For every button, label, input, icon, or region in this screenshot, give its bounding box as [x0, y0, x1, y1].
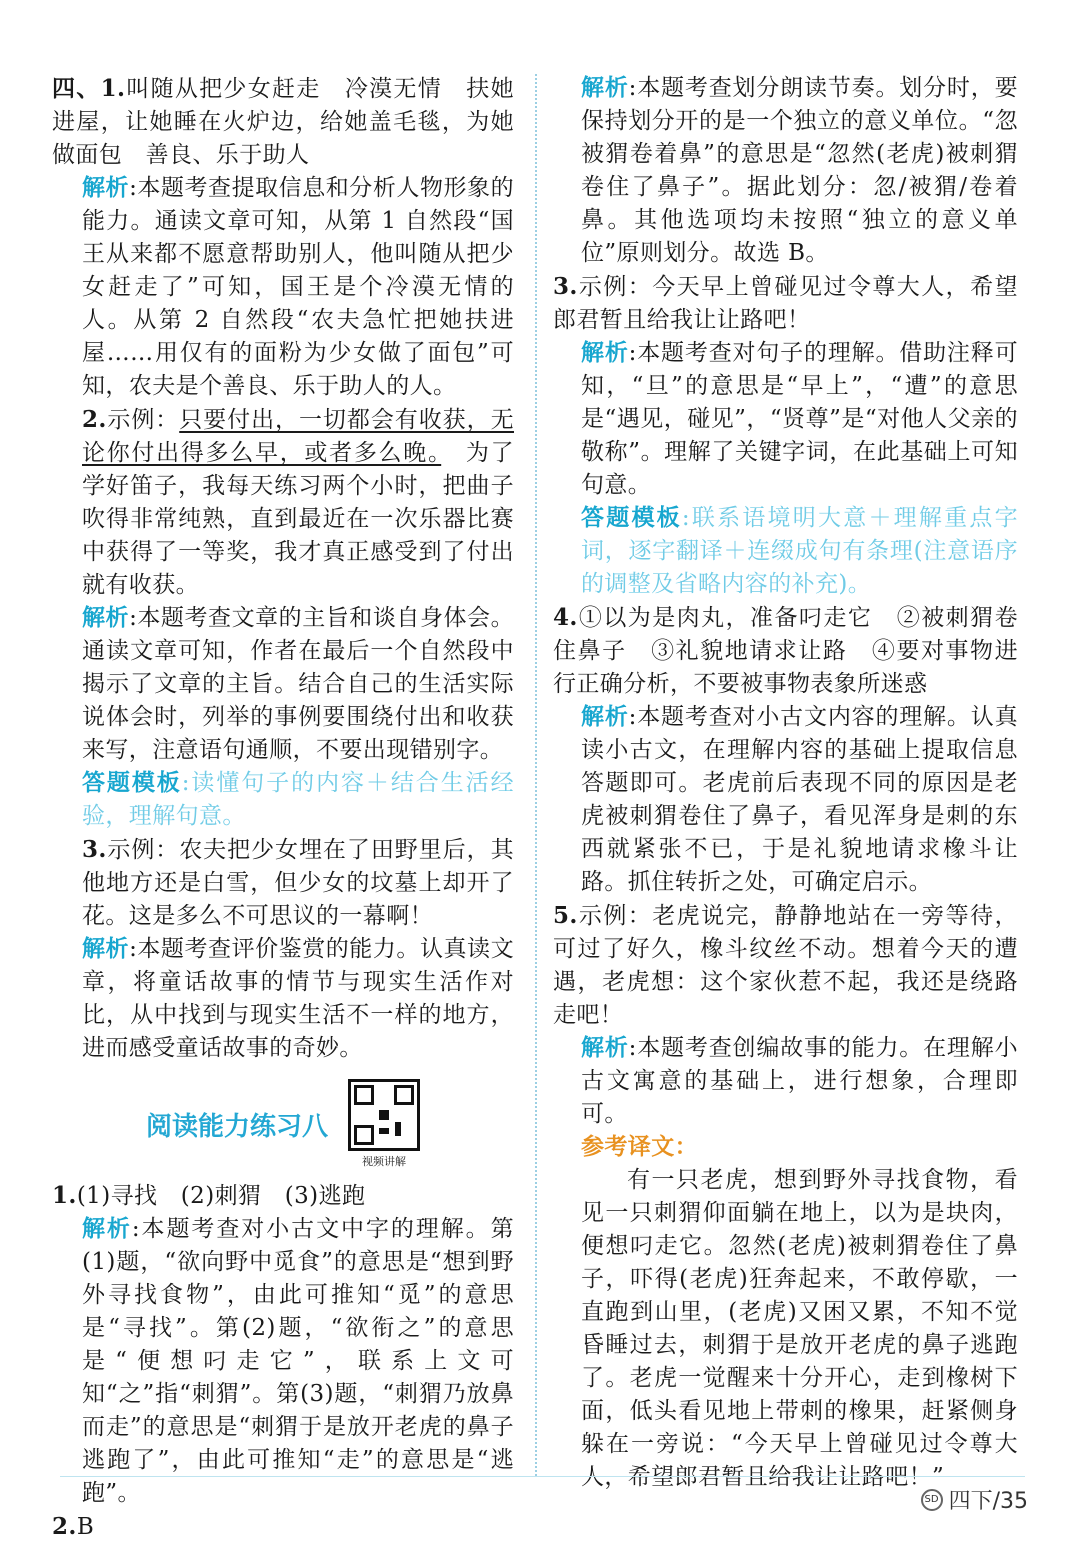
question-number: 2. [52, 1513, 77, 1540]
question-number: 3. [553, 273, 578, 300]
template-label: 答题模板 [581, 505, 682, 531]
section-header [52, 1079, 514, 1169]
analysis-text: :本题考查划分朗读节奏。划分时，要保持划分开的是一个独立的意义单位。“忽被猬卷着鼻”的意思是“忽然(老虎)被刺猬卷住了鼻子”。据此划分：忽/被猬/卷着鼻。其他选项均未按照“独立的意义单位”原则划分。故选 B。 [581, 75, 1018, 266]
answer-8-5 [553, 899, 1018, 1032]
answer-prefix: 示例： [106, 407, 180, 433]
answer-underlined: 只要付出，一切都会有收获，无论你付出得多么早，或者多么晚。 [82, 407, 514, 466]
template-label: 答题模板 [82, 770, 182, 796]
answer-text: (1)寻找 (2)刺猬 (3)逃跑 [76, 1183, 366, 1209]
template-text: :联系语境明大意＋理解重点字词，逐字翻译＋连缀成句有条理(注意语序的调整及省略内容的补充)。 [581, 505, 1018, 597]
edition-badge-icon: SD [921, 1489, 943, 1511]
analysis-8-3 [553, 337, 1018, 502]
analysis-label: 解析 [581, 704, 629, 730]
analysis-8-1 [52, 1213, 514, 1510]
question-number: 1. [100, 75, 126, 102]
right-column [553, 72, 1018, 1494]
answer-text: 为了学好笛子，我每天练习两个小时，把曲子吹得非常纯熟，直到最近在一次乐器比赛中获得了一等奖，我才真正感受到了付出就有收获。 [82, 440, 515, 598]
analysis-label: 解析 [581, 1035, 629, 1061]
analysis-label: 解析 [581, 75, 629, 101]
analysis-text: :本题考查文章的主旨和谈自身体会。通读文章可知，作者在最后一个自然段中揭示了文章的主旨。结合自己的生活实际说体会时，列举的事例要围绕付出和收获来写，注意语句通顺，不要出现错别字。 [82, 605, 514, 763]
section-title: 阅读能力练习八 [145, 1111, 328, 1142]
analysis-text: :本题考查评价鉴赏的能力。认真读文章，将童话故事的情节与现实生活作对比，从中找到与现实生活不一样的地方，进而感受童话故事的奇妙。 [82, 936, 514, 1061]
analysis-text: :本题考查提取信息和分析人物形象的能力。通读文章可知，从第 1 自然段“国王从来都不愿意帮助别人，他叫随从把少女赶走了”可知，国王是个冷漠无情的人。从第 2 自然段“农夫急忙把她扶进屋……用仅有的面粉为少女做了面包”可知，农夫是个善良、乐于助人的人。 [82, 175, 514, 399]
analysis-text: :本题考查对小古文内容的理解。认真读小古文，在理解内容的基础上提取信息答题即可。老虎前后表现不同的原因是老虎被刺猬卷住了鼻子，看见浑身是刺的东西就紧张不已，于是礼貌地请求橡斗让路。抓住转折之处，可确定启示。 [581, 704, 1018, 895]
analysis-text: :本题考查对小古文中字的理解。第(1)题，“欲向野中觅食”的意思是“想到野外寻找食物”，由此可推知“觅”的意思是“寻找”。第(2)题，“欲衔之”的意思是“便想叼走它”，联系上文可知“之”指“刺猬”。第(3)题，“刺猬乃放鼻而走”的意思是“刺猬于是放开老虎的鼻子逃跑了”，由此可推知“走”的意思是“逃跑”。 [82, 1216, 514, 1506]
answer-text: ①以为是肉丸，准备叼走它 ②被刺猬卷住鼻子 ③礼貌地请求让路 ④要对事物进行正确分析，不要被事物表象所迷惑 [553, 605, 1018, 697]
analysis-4-1 [52, 172, 514, 403]
qr-caption: 视频讲解 [362, 1155, 406, 1168]
answer-text: B [76, 1514, 95, 1540]
qr-code-icon[interactable] [348, 1079, 420, 1151]
analysis-label: 解析 [82, 605, 130, 631]
question-number: 1. [52, 1182, 77, 1209]
footer-rule [60, 1476, 1025, 1477]
answer-8-3 [553, 270, 1018, 337]
analysis-label: 解析 [82, 175, 130, 201]
reference-translation: 有一只老虎，想到野外寻找食物，看见一只刺猬仰面躺在地上，以为是块肉，便想叼走它。忽然(老虎)被刺猬卷住了鼻子，吓得(老虎)狂奔起来，不敢停歇，一直跑到山里，(老虎)又困又累，不知不觉昏睡过去，刺猬于是放开老虎的鼻子逃跑了。老虎一觉醒来十分开心，走到橡树下面，低头看见地上带刺的橡果，赶紧侧身躲在一旁说：“今天早上曾碰见过令尊大人，希望郎君暂且给我让让路吧！” [581, 1167, 1018, 1490]
answer-4-3 [52, 833, 514, 933]
template-text: :读懂句子的内容＋结合生活经验，理解句意。 [82, 770, 514, 829]
answer-8-1 [52, 1179, 514, 1213]
analysis-8-2 [553, 72, 1018, 270]
answer-4-1 [52, 72, 514, 172]
analysis-4-2 [52, 602, 514, 767]
reference-translation-label [553, 1131, 1018, 1164]
left-column [52, 72, 514, 1544]
analysis-text: :本题考查对句子的理解。借助注释可知，“旦”的意思是“早上”，“遭”的意思是“遇见，碰见”，“贤尊”是“对他人父亲的敬称”。理解了关键字词，在此基础上可知句意。 [581, 340, 1018, 498]
question-number: 2. [82, 406, 107, 433]
question-section-marker: 四、 [52, 75, 101, 102]
question-number: 3. [82, 836, 107, 863]
analysis-text: :本题考查创编故事的能力。在理解小古文寓意的基础上，进行想象，合理即可。 [581, 1035, 1018, 1127]
reference-label: 参考译文： [581, 1134, 698, 1160]
template-8-3 [553, 502, 1018, 601]
video-qr[interactable] [348, 1079, 420, 1169]
answer-4-2 [52, 403, 514, 602]
page-number-text: 四下/35 [948, 1489, 1028, 1514]
answer-text: 叫随从把少女赶走 冷漠无情 扶她进屋，让她睡在火炉边，给她盖毛毯，为她做面包 善良、乐于助人 [52, 76, 514, 168]
answer-text: 示例：今天早上曾碰见过令尊大人，希望郎君暂且给我让让路吧！ [553, 274, 1018, 333]
analysis-label: 解析 [581, 340, 629, 366]
answer-8-2 [52, 1510, 514, 1544]
answer-8-4 [553, 601, 1018, 701]
template-4-2 [52, 767, 514, 833]
column-divider [535, 74, 537, 1476]
question-number: 4. [553, 604, 578, 631]
answer-text: 示例：老虎说完，静静地站在一旁等待，可过了好久，橡斗纹丝不动。想着今天的遭遇，老虎想：这个家伙惹不起，我还是绕路走吧！ [553, 903, 1018, 1028]
question-number: 5. [553, 902, 578, 929]
page-number [921, 1484, 1028, 1515]
answer-text: 示例：农夫把少女埋在了田野里后，其他地方还是白雪，但少女的坟墓上却开了花。这是多么不可思议的一幕啊！ [82, 837, 514, 929]
analysis-label: 解析 [82, 936, 130, 962]
analysis-8-5 [553, 1032, 1018, 1131]
analysis-4-3 [52, 933, 514, 1065]
analysis-8-4 [553, 701, 1018, 899]
analysis-label: 解析 [82, 1216, 132, 1242]
